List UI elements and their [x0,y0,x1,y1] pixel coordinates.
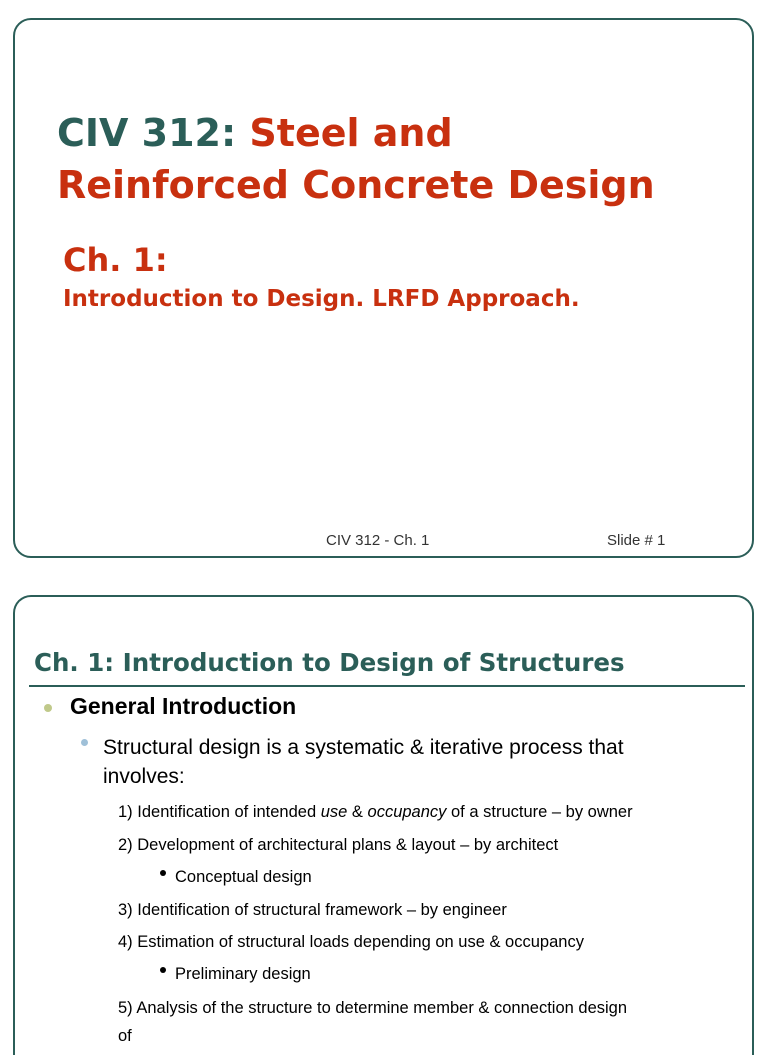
bullet-icon [81,739,88,746]
title-divider [29,685,745,687]
item1-emphasis-use: use [320,803,348,821]
list-item-5-continuation [118,1027,158,1045]
slide-title: Ch. 1: Introduction to Design of Structures [34,648,625,677]
course-code: CIV 312: [57,111,250,155]
list-item-5-continuation-text: of [118,1027,132,1045]
chapter-subtitle: Introduction to Design. LRFD Approach. [63,286,580,312]
slide-title-line-2: Reinforced Concrete Design [57,163,655,207]
chapter-number: Ch. 1: [63,241,168,279]
list-item-1 [118,803,633,822]
slide-2 [13,595,754,1055]
item1-suffix: of a structure – by owner [446,803,633,821]
item1-prefix: 1) Identification of intended [118,803,321,821]
list-item-2: 2) Development of architectural plans & layout – by architect [118,836,559,854]
list-item-4: 4) Estimation of structural loads depending on use & occupancy [118,933,584,951]
footer-slide-number: Slide # 1 [607,532,666,549]
sub-item-preliminary-design: Preliminary design [175,965,311,983]
sub-bullet-line-1: Structural design is a systematic & iterative process that [103,736,624,759]
slide-1 [13,18,754,558]
title-part-1: Steel and [249,111,453,155]
bullet-icon [160,967,166,973]
bullet-general-introduction: General Introduction [70,693,297,719]
bullet-icon [160,870,166,876]
list-item-5: 5) Analysis of the structure to determine member & connection design [118,999,628,1017]
item1-mid: & [347,803,368,821]
sub-bullet-line-2: involves: [103,765,185,788]
footer-course: CIV 312 - Ch. 1 [326,532,430,549]
sub-item-conceptual-design: Conceptual design [175,868,312,886]
list-item-3: 3) Identification of structural framework – by engineer [118,901,507,919]
item1-emphasis-occupancy: occupancy [367,803,447,821]
slide-title-line-1 [57,111,453,155]
bullet-icon [44,704,52,712]
